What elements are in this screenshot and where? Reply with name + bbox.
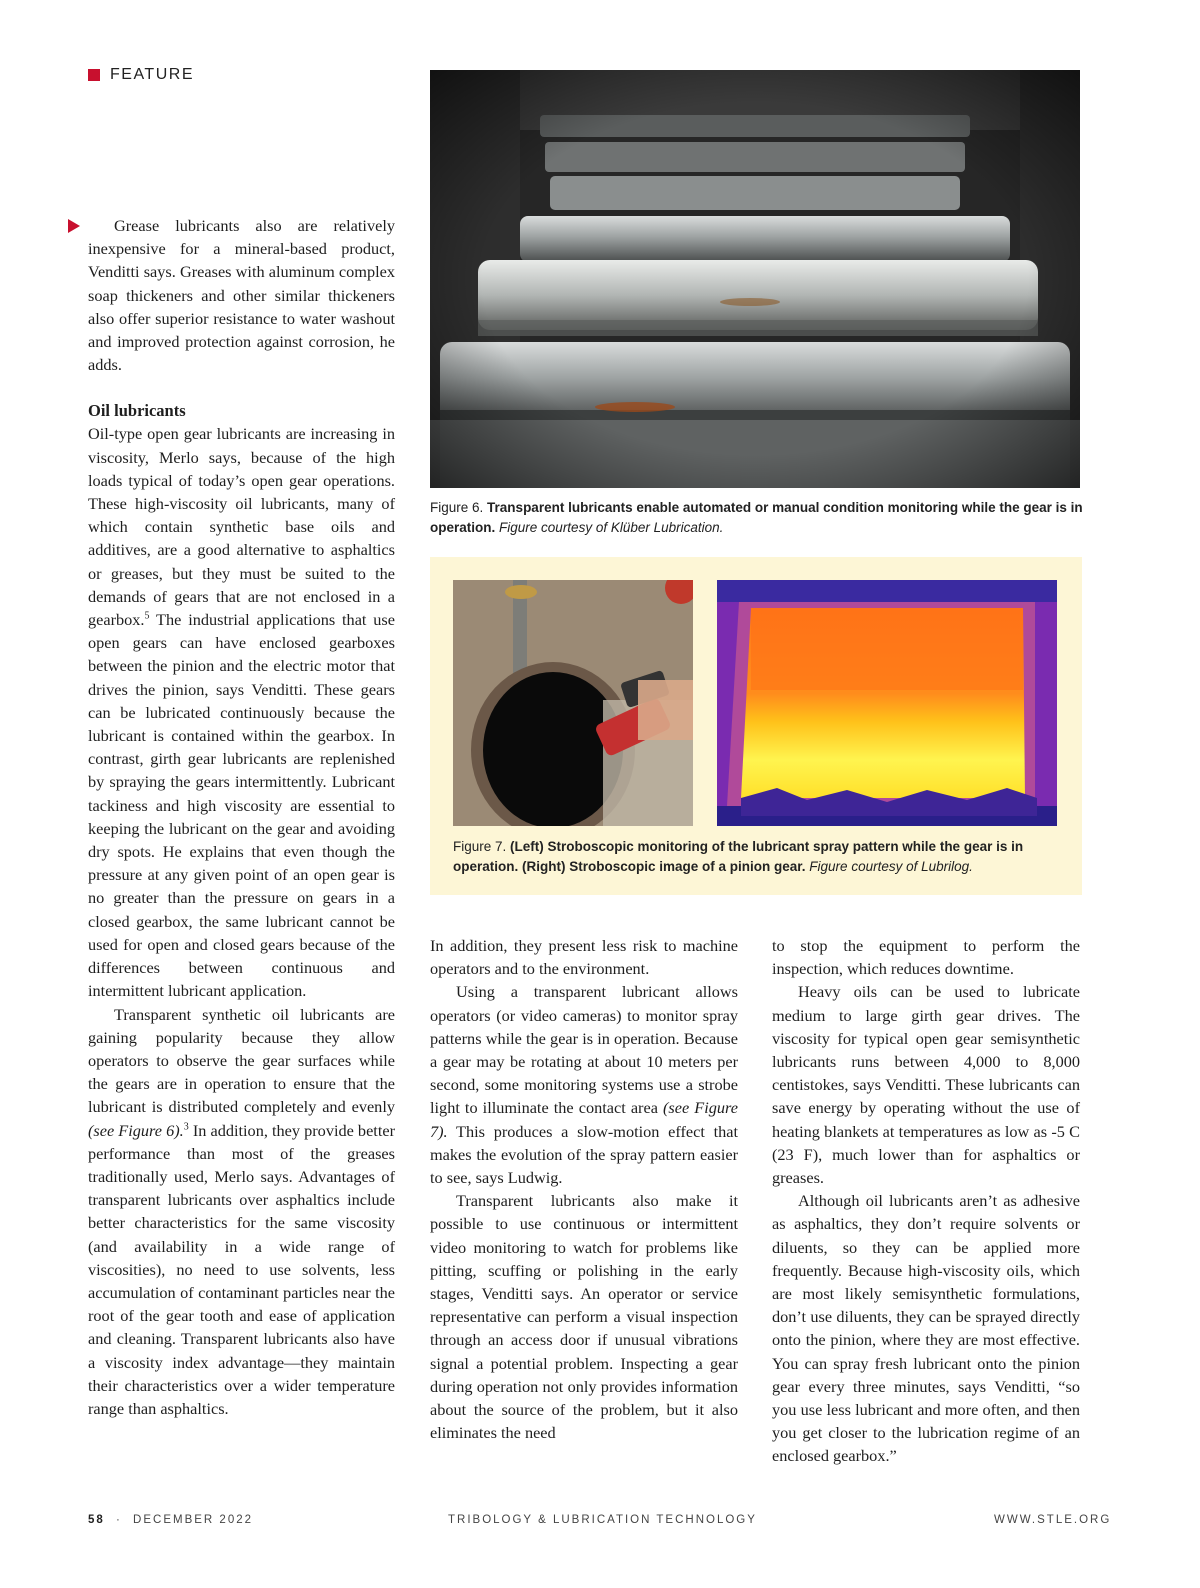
paragraph: to stop the equipment to perform the inspection, which reduces downtime. <box>772 936 1080 979</box>
figure-7-credit: Figure courtesy of Lubrilog. <box>809 858 973 874</box>
figure-reference: (see Figure 7). <box>430 1098 738 1141</box>
figure-7-left-photo <box>453 580 693 826</box>
figure-7-label: Figure 7. <box>453 839 507 854</box>
middle-column <box>430 934 738 1444</box>
issue-date: DECEMBER 2022 <box>133 1514 254 1526</box>
paragraph-text: This produces a slow-motion effect that makes the evolution of the spray pattern easier to see, says Ludwig. <box>430 1121 738 1188</box>
paragraph-text: Transparent synthetic oil lubricants are gaining popularity because they allow operators to observe the gear surfaces while the gears are in operation to ensure that the lubricant is distributed completely and evenly <box>88 1004 395 1117</box>
figure-6-caption-bold: Transparent lubricants enable automated or manual condition monitoring while the gear is in operation. <box>430 500 1083 535</box>
left-column <box>88 214 395 1420</box>
figure-6-label: Figure 6. <box>430 500 484 515</box>
figure-reference: (see Figure 6). <box>88 1120 184 1140</box>
paragraph: Although oil lubricants aren’t as adhesive as asphaltics, they don’t require solvents or diluents, so they can be applied more frequently. Because high-viscosity oils, which are most likely semisynthetic formulations, don’t use diluents, they can be sprayed directly onto the pinion, where they are most effective. You can spray fresh lubricant onto the pinion gear every three minutes, says Venditti, “so you use less lubricant and more often, and then you get closer to the lubrication regime of an enclosed gearbox.” <box>772 1191 1080 1466</box>
footer-separator: · <box>116 1514 122 1526</box>
figure-6-credit: Figure courtesy of Klüber Lubrication. <box>499 519 724 535</box>
section-tag <box>88 66 194 84</box>
page-number: 58 <box>88 1514 105 1526</box>
paragraph: In addition, they present less risk to machine operators and to the environment. <box>430 936 738 979</box>
section-label: FEATURE <box>110 66 194 83</box>
figure-7-box <box>430 557 1082 895</box>
footer-left <box>88 1514 253 1526</box>
spray-monitoring-image <box>453 580 693 826</box>
paragraph: Grease lubricants also are relatively inexpensive for a mineral-based product, Venditti says. Greases with aluminum complex soap thickeners and other similar thickeners also offer superior resistance to water washout and improved protection against corrosion, he adds. <box>88 216 395 375</box>
subheading-oil-lubricants: Oil lubricants <box>88 401 186 421</box>
continued-arrow-icon <box>68 219 80 233</box>
magazine-name: TRIBOLOGY & LUBRICATION TECHNOLOGY <box>448 1514 757 1526</box>
figure-7-right-thermal-image <box>717 580 1057 826</box>
paragraph: Transparent lubricants also make it possible to use continuous or intermittent video monitoring to watch for problems like pitting, scuffing or polishing in the early stages, Venditti says. An operator or service representative can perform a visual inspection through an access door if unusual vibrations signal a potential problem. Inspecting a gear during operation not only provides information about the source of the problem, but it also eliminates the need <box>430 1191 738 1443</box>
paragraph-text: The industrial applications that use open gears can have enclosed gearboxes between the pinion and the electric motor that drives the pinion, says Venditti. These gears can be lubricated continuously because the lubricant is contained within the gearbox. In contrast, girth gear lubricants are replenished by spraying the gears intermittently. Lubricant tackiness and high viscosity are essential to keeping the lubricant on the gear and avoiding dry spots. He explains that even though the pressure at any given point of an open gear is no greater than the pressure on gears in a closed gearbox, the same lubricant cannot be used for open and closed gears because of the differences between continuous and intermittent lubricant application. <box>88 610 395 1001</box>
figure-6-caption <box>430 498 1090 537</box>
website-url: WWW.STLE.ORG <box>994 1514 1112 1526</box>
right-column <box>772 934 1080 1468</box>
gear-teeth-image <box>430 70 1080 488</box>
paragraph <box>430 980 738 1189</box>
paragraph <box>88 422 395 1002</box>
paragraph-text: In addition, they provide better performance than most of the greases traditionally used, Merlo says. Advantages of transparent lubricants over asphaltics include better characteristics for the same viscosity (and availability in a wide range of viscosities), no need to use solvents, less accumulation of contaminant particles near the root of the gear tooth and ease of application and cleaning. Transparent lubricants also have a viscosity index advantage—they maintain their characteristics over a wider temperature range than asphaltics. <box>88 1120 395 1418</box>
paragraph <box>88 1003 395 1421</box>
reference-superscript: 3 <box>183 1121 189 1133</box>
paragraph-text: Using a transparent lubricant allows operators (or video cameras) to monitor spray patterns while the gear is in operation. Because a gear may be rotating at about 10 meters per second, some monitoring systems use a strobe light to illuminate the contact area <box>430 982 738 1118</box>
figure-7-caption <box>453 837 1063 876</box>
reference-superscript: 5 <box>144 610 150 622</box>
section-marker-icon <box>88 69 100 81</box>
stroboscopic-pinion-image <box>717 580 1057 826</box>
paragraph: Heavy oils can be used to lubricate medium to large girth gear drives. The viscosity for typical open gear semisynthetic lubricants runs between 4,000 to 8,000 centistokes, says Venditti. These lubricants can save energy by operating without the use of heating blankets at temperatures as low as -5 C (23 F), much lower than for asphaltics or greases. <box>772 982 1080 1188</box>
figure-6-photo <box>430 70 1080 488</box>
paragraph-text: Oil-type open gear lubricants are increasing in viscosity, Merlo says, because of the high loads typical of today’s open gear operations. These high-viscosity oil lubricants, many of which contain synthetic base oils and additives, are a good alternative to asphaltics or greases, but they must be suited to the demands of gears that are not enclosed in a gearbox. <box>88 424 395 630</box>
figure-7-caption-bold: (Left) Stroboscopic monitoring of the lubricant spray pattern while the gear is in operation. (Right) Stroboscopic image of a pinion gear. <box>453 839 1024 874</box>
